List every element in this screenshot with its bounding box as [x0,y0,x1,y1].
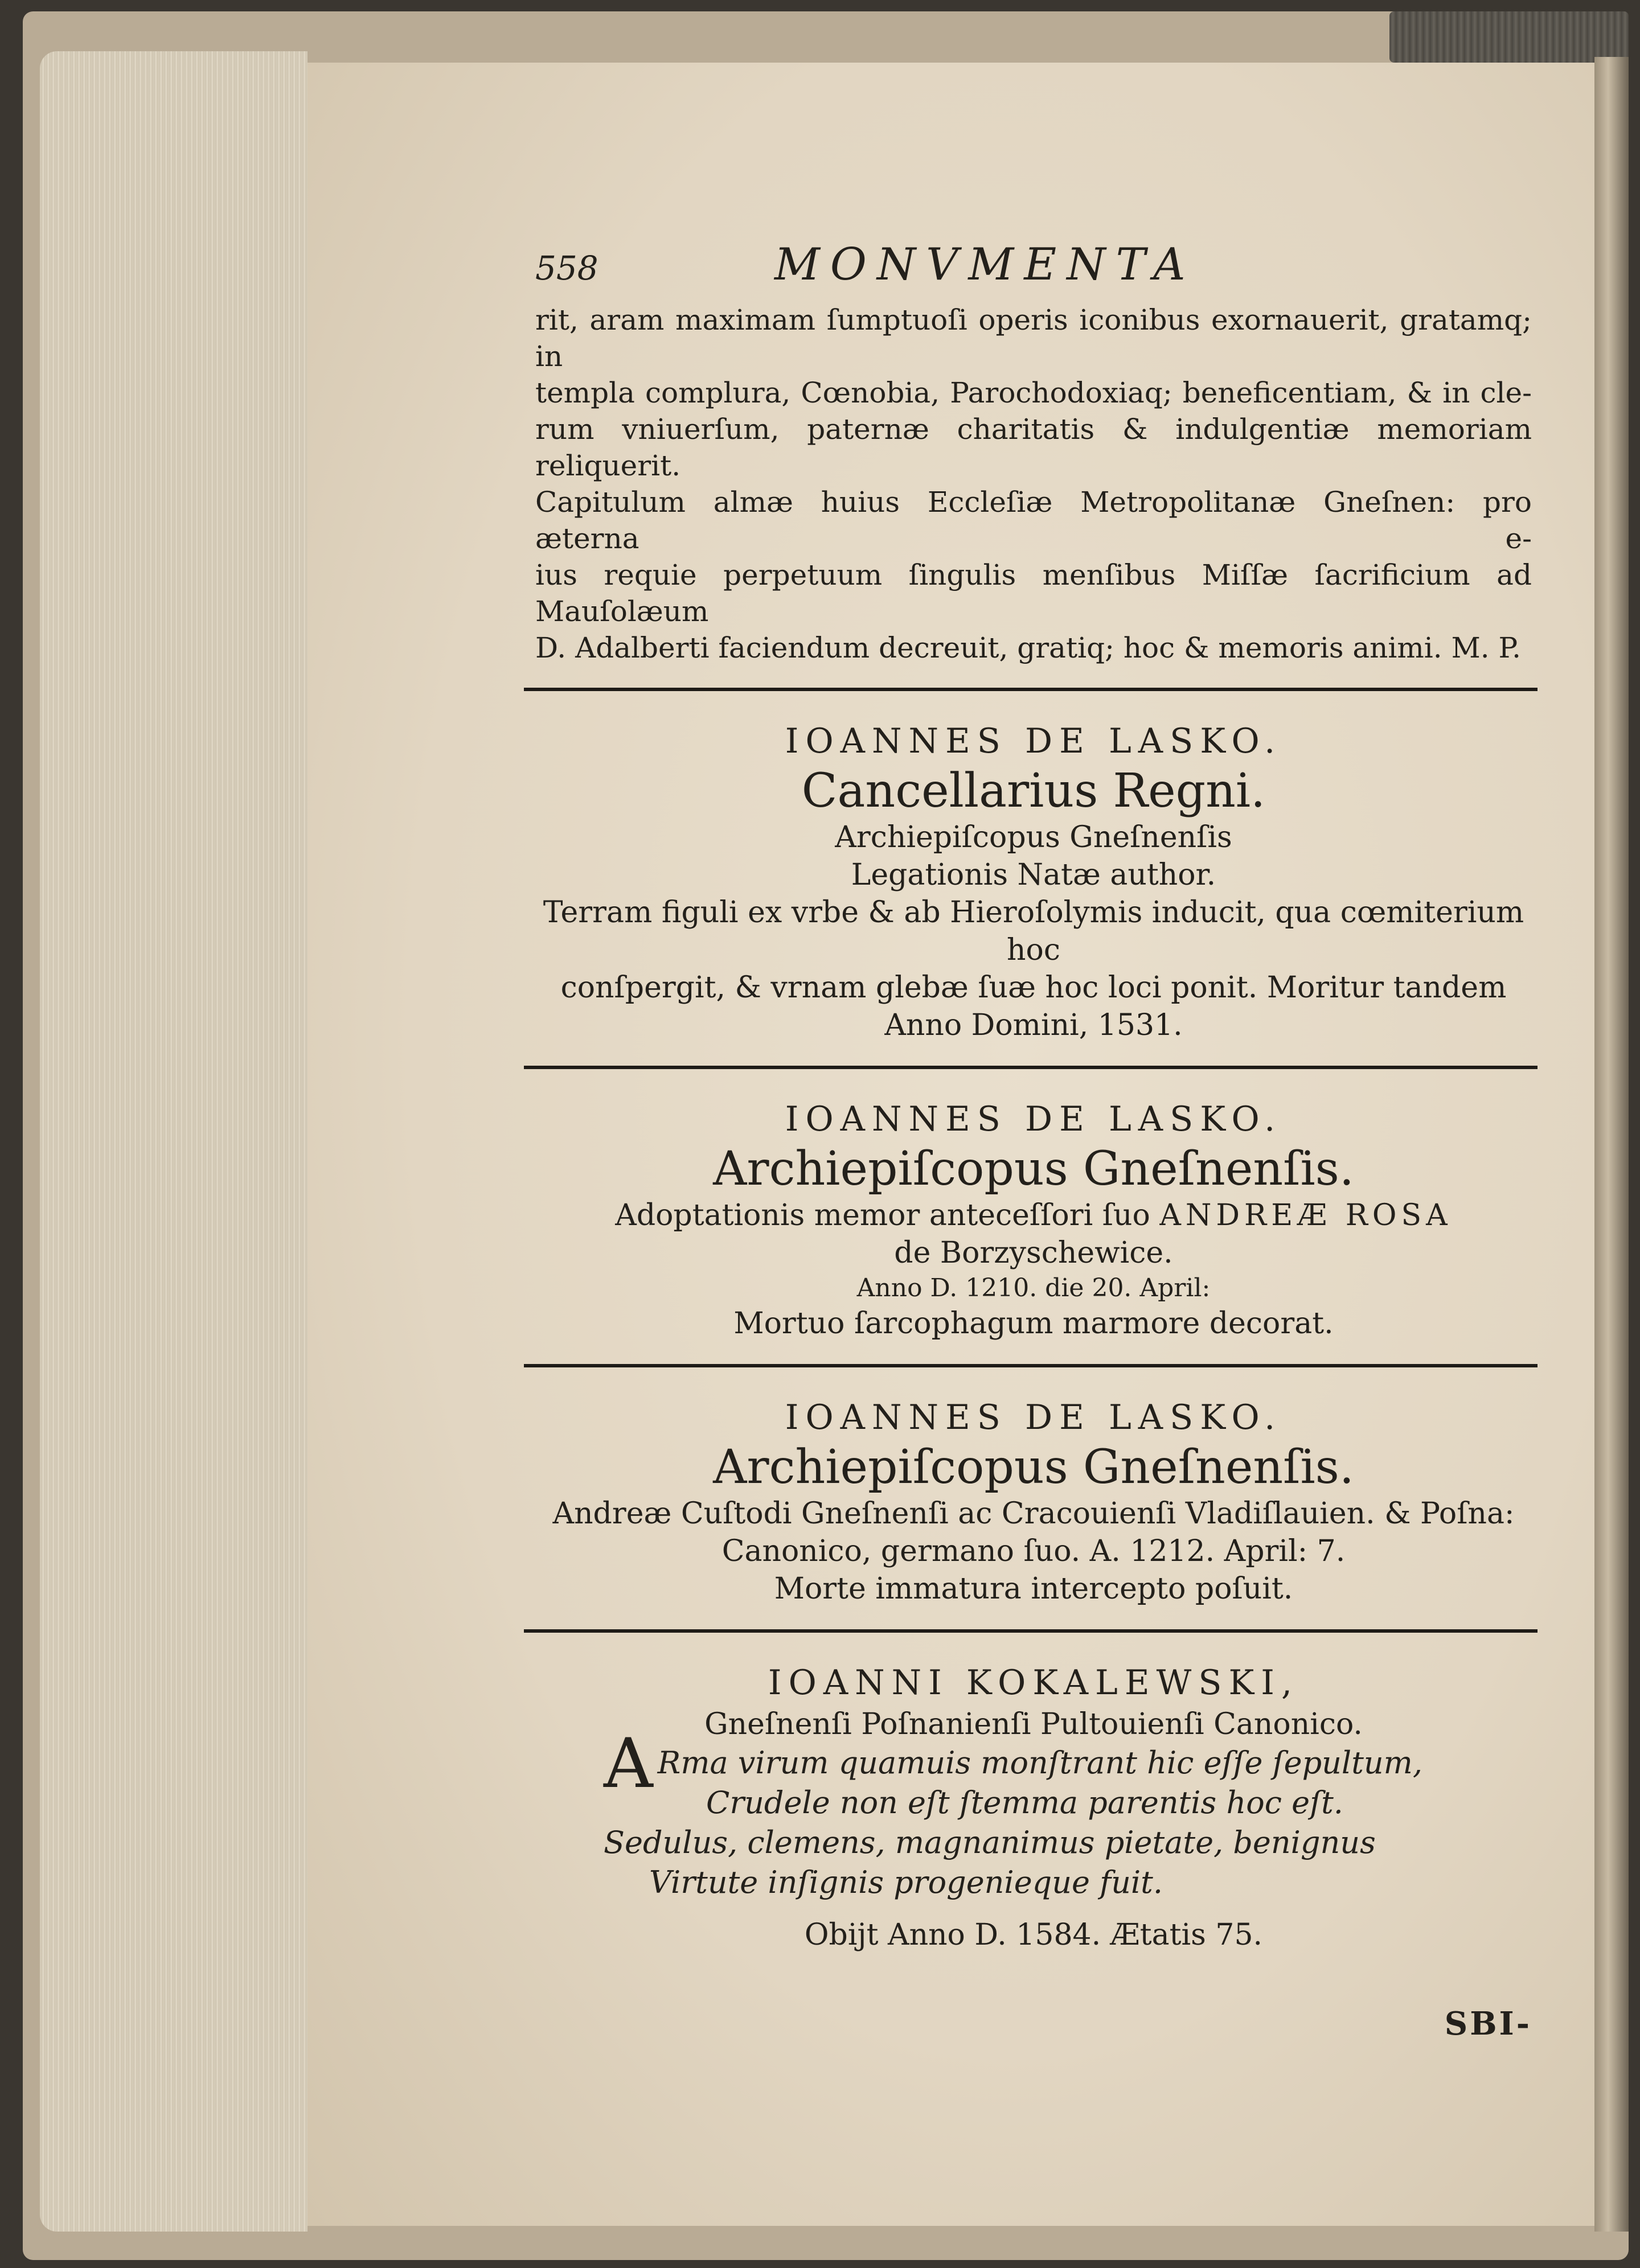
entry-line: Morte immatura intercepto poſuit. [774,1572,1293,1606]
divider-rule [524,688,1538,691]
page-number: 558 [535,249,598,287]
entry-line: de Borzyschewice. [894,1236,1173,1270]
intro-line: ius requie perpetuum ſingulis menſibus Miſſæ ſacrificium ad Mauſolæum [535,558,1532,628]
book-spine [1389,11,1629,63]
obit-line: Obijt Anno D. 1584. Ætatis 75. [804,1918,1263,1952]
page-text [535,239,1532,2043]
verse-line: Crudele non eſt ſtemma parentis hoc eſt. [706,1785,1343,1821]
entry-line [535,1197,1532,1234]
verse-line: Sedulus, clemens, magnanimus pietate, benignus [604,1825,1376,1860]
page-header [535,239,1532,302]
entry-name: IOANNES DE LASKO. [785,1398,1282,1437]
entry-line: Archiepiſcopus Gneſnenſis [835,820,1232,854]
catchword: SBI- [1444,2005,1532,2043]
verse-text: Rma virum quamuis monſtrant hic eſſe ſepultum, [657,1745,1423,1781]
entry-line-text: Adoptationis memor anteceſſori ſuo [615,1198,1150,1232]
epitaph-entry-3 [535,1395,1532,1608]
entry-line: Mortuo ſarcophagum marmore decorat. [733,1306,1334,1341]
entry-line: Legationis Natæ author. [851,858,1216,892]
intro-line: rit, aram maximam ſumptuoſi operis iconibus exornauerit, gratamq; in [535,303,1532,373]
entry-title: Cancellarius Regni. [801,764,1266,818]
entry-line: Terram figuli ex vrbe & ab Hieroſolymis inducit, qua cœmiterium hoc [543,895,1524,967]
entry-title: Archiepiſcopus Gneſnenſis. [713,1440,1354,1494]
epitaph-entry-1 [535,718,1532,1044]
entry-line: Andreæ Cuſtodi Gneſnenſi ac Cracouienſi Vladiſlauien. & Poſna: [552,1497,1515,1531]
entry-name: IOANNI KOKALEWSKI, [768,1663,1299,1703]
intro-line: templa complura, Cœnobia, Parochodoxiaq; beneficentiam, & in cle- [535,376,1532,409]
entry-line: Gneſnenſi Poſnanienſi Pultouienſi Canonico. [704,1707,1363,1741]
entry-line: Anno Domini, 1531. [884,1008,1183,1042]
intro-line: rum vniuerſum, paternæ charitatis & indulgentiæ memoriam reliquerit. [535,413,1532,482]
entry-name: IOANNES DE LASKO. [785,721,1282,761]
divider-rule [524,1066,1538,1069]
entry-name: IOANNES DE LASKO. [785,1099,1282,1139]
divider-rule [524,1629,1538,1633]
verse-line: Virtute inſignis progenieque fuit. [649,1864,1163,1900]
intro-line: Capitulum almæ huius Eccleſiæ Metropolitanæ Gneſnen: pro æterna e- [535,486,1532,555]
intro-paragraph [535,302,1532,666]
divider-rule [524,1364,1538,1367]
entry-line-caps: ANDREÆ ROSA [1159,1198,1452,1232]
epitaph-entry-2 [535,1096,1532,1342]
running-head: MONVMENTA [774,239,1196,290]
drop-cap: A [604,1724,653,1803]
entry-date-line: Anno D. 1210. die 20. April: [856,1273,1211,1303]
facing-page-edge [1594,57,1629,2232]
epitaph-entry-4 [535,1660,1532,1954]
entry-title: Archiepiſcopus Gneſnenſis. [713,1142,1354,1196]
entry-line: conſpergit, & vrnam glebæ ſuæ hoc loci ponit. Moritur tandem [560,971,1507,1005]
page-edges [40,51,308,2232]
entry-line: Canonico, germano ſuo. A. 1212. April: 7. [721,1534,1346,1568]
intro-line: D. Adalberti faciendum decreuit, gratiq; hoc & memoris animi. M. P. [535,631,1521,664]
